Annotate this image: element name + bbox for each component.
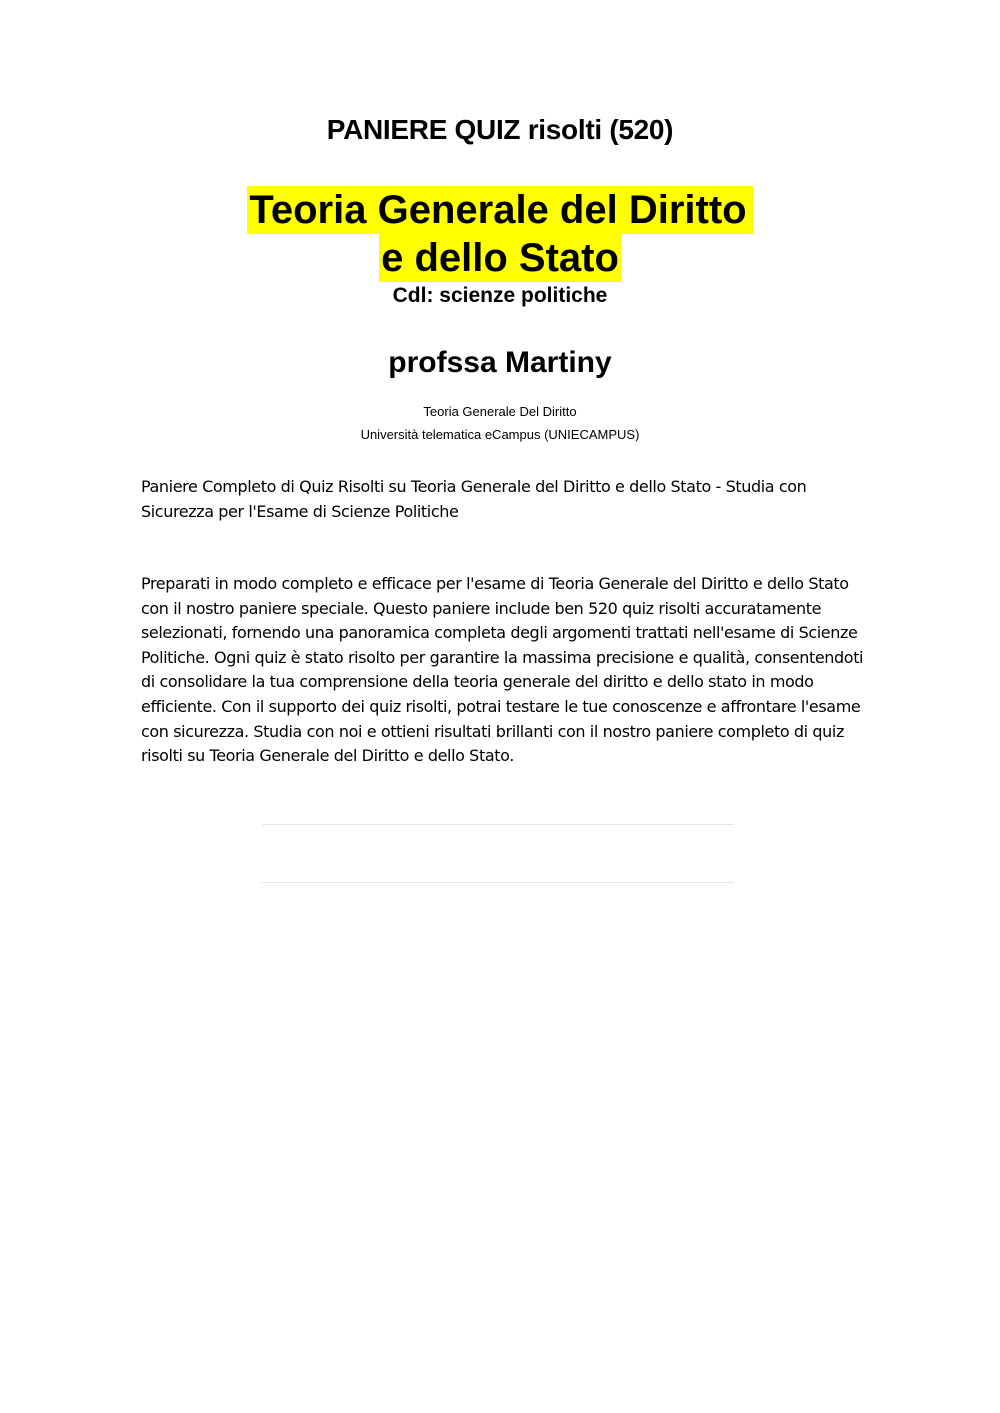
main-title-line-2: e dello Stato	[381, 236, 619, 280]
divider-top	[262, 824, 734, 825]
body-paragraph: Preparati in modo completo e efficace per l'esame di Teoria Generale del Diritto e dello Stato con il nostro paniere speciale. Questo paniere include ben 520 quiz risolti accuratamente selezionati, fornendo una panoramica completa degli argomenti trattati nell'esame di Scienze Politiche. Ogni quiz è stato risolto per garantire la massima precisione e qualità, consentendoti di consolidare la tua comprensione della teoria generale del diritto e dello stato in modo efficiente. Con il supporto dei quiz risolti, potrai testare le tue conoscenze e affrontare l'esame con sicurezza. Studia con noi e ottieni risultati brillanti con il nostro paniere completo di quiz risolti su Teoria Generale del Diritto e dello Stato.	[141, 574, 864, 766]
lead-paragraph: Paniere Completo di Quiz Risolti su Teoria Generale del Diritto e dello Stato - Studia con Sicurezza per l'Esame di Scienze Politiche	[141, 477, 807, 521]
course-name: Teoria Generale Del Diritto	[423, 404, 577, 419]
header-title: PANIERE QUIZ risolti (520)	[326, 114, 674, 145]
main-title	[0, 186, 1000, 282]
main-title-line-1: Teoria Generale del Diritto	[247, 186, 752, 234]
degree-course-subtitle: Cdl: scienze politiche	[392, 284, 608, 307]
university-name: Università telematica eCampus (UNIECAMPUS)	[360, 427, 640, 442]
divider-bottom	[262, 882, 734, 883]
professor-name: profssa Martiny	[388, 346, 612, 379]
